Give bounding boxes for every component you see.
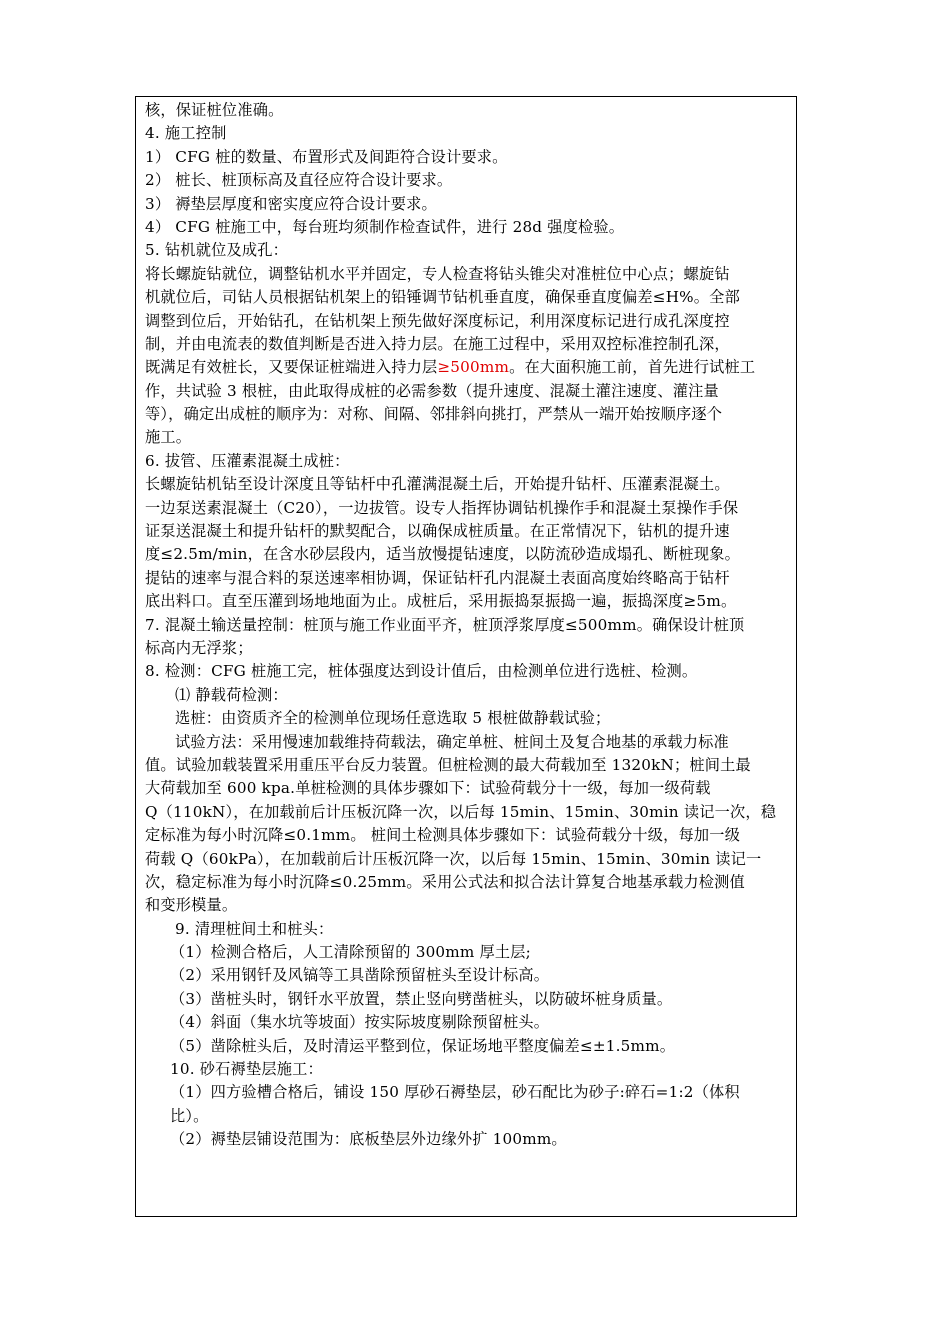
text-line: 度≤2.5m/min，在含水砂层段内，适当放慢提钻速度，以防流砂造成塌孔、断桩现象。: [145, 545, 741, 564]
text-line: 一边泵送素混凝土（C20），一边拔管。设专人指挥协调钻机操作手和混凝土泵操作手保: [145, 498, 739, 517]
section-heading: 5. 钻机就位及成孔：: [145, 241, 289, 260]
list-item: （1）四方验槽合格后，铺设 150 厚砂石褥垫层，砂石配比为砂子:碎石=1:2（体积: [170, 1083, 740, 1102]
list-item: （4）斜面（集水坑等坡面）按实际坡度剔除预留桩头。: [170, 1013, 550, 1032]
subsection-heading: ⑴ 静载荷检测：: [175, 685, 288, 704]
list-item: （2）采用钢钎及风镐等工具凿除预留桩头至设计标高。: [170, 966, 550, 985]
list-item: （1）检测合格后，人工清除预留的 300mm 厚土层;: [170, 943, 532, 962]
text-line: 标高内无浮浆；: [145, 638, 253, 657]
text-line: Q（110kN），在加载前后计压板沉降一次，以后每 15min、15min、30min 读记一次，稳: [145, 802, 777, 821]
text-line: 试验方法：采用慢速加载维持荷载法，确定单桩、桩间土及复合地基的承载力标准: [175, 732, 729, 751]
section-heading: 9. 清理桩间土和桩头：: [175, 919, 334, 938]
section-heading: 4. 施工控制: [145, 124, 227, 143]
text-line: 和变形模量。: [145, 896, 238, 915]
text-line: 底出料口。直至压灌到场地地面为止。成桩后，采用振捣泵振捣一遍，振捣深度≥5m。: [145, 592, 737, 611]
section-heading: 10. 砂石褥垫层施工：: [170, 1060, 323, 1079]
section-heading: 7. 混凝土输送量控制：桩顶与施工作业面平齐，桩顶浮浆厚度≤500mm。确保设计桩顶: [145, 615, 745, 634]
text-line: [145, 356, 795, 379]
list-item: （3）凿桩头时，钢钎水平放置，禁止竖向劈凿桩头，以防破坏桩身质量。: [170, 989, 673, 1008]
text-line: 施工。: [145, 428, 192, 447]
document-body: [145, 99, 795, 1152]
text-line: 提钻的速率与混合料的泵送速率相协调，保证钻杆孔内混凝土表面高度始终略高于钻杆: [145, 568, 730, 587]
list-item: 1） CFG 桩的数量、布置形式及间距符合设计要求。: [145, 147, 508, 166]
text-line: 选桩：由资质齐全的检测单位现场任意选取 5 根桩做静载试验；: [175, 709, 611, 728]
text-segment: 。在大面积施工前，首先进行试桩工: [509, 358, 756, 377]
text-segment: 既满足有效桩长，又要保证桩端进入持力层: [145, 358, 438, 377]
list-item: 4） CFG 桩施工中，每台班均须制作检查试件，进行 28d 强度检验。: [145, 217, 625, 236]
text-line: 将长螺旋钻就位，调整钻机水平并固定，专人检查将钻头锥尖对准桩位中心点；螺旋钻: [145, 264, 730, 283]
list-item: 3） 褥垫层厚度和密实度应符合设计要求。: [145, 194, 437, 213]
text-line: 等），确定出成桩的顺序为：对称、间隔、邻排斜向挑打，严禁从一端开始按顺序逐个: [145, 405, 723, 424]
text-line: 机就位后，司钻人员根据钻机架上的铅锤调节钻机垂直度，确保垂直度偏差≤H%。全部: [145, 288, 740, 307]
text-line: 比）。: [170, 1106, 209, 1125]
text-line: 核，保证桩位准确。: [145, 101, 284, 119]
list-item: （5）凿除桩头后，及时清运平整到位，保证场地平整度偏差≤±1.5mm。: [170, 1036, 676, 1055]
text-line: 值。试验加载装置采用重压平台反力装置。但桩检测的最大荷载加至 1320kN；桩间土最: [145, 755, 751, 774]
text-line: 定标准为每小时沉降≤0.1mm。 桩间土检测具体步骤如下：试验荷载分十级，每加一级: [145, 826, 741, 845]
text-line: 次，稳定标准为每小时沉降≤0.25mm。采用公式法和拟合法计算复合地基承载力检测值: [145, 872, 745, 891]
text-line: 大荷载加至 600 kpa.单桩检测的具体步骤如下：试验荷载分十一级，每加一级荷载: [145, 779, 711, 798]
text-line: 证泵送混凝土和提升钻杆的默契配合，以确保成桩质量。在正常情况下，钻机的提升速: [145, 522, 730, 541]
text-line: 荷载 Q（60kPa），在加载前后计压板沉降一次，以后每 15min、15min、30min 读记一: [145, 849, 762, 868]
text-line: 调整到位后，开始钻孔，在钻机架上预先做好深度标记，利用深度标记进行成孔深度控: [145, 311, 730, 330]
text-line: 制，并由电流表的数值判断是否进入持力层。在施工过程中，采用双控标准控制孔深，: [145, 334, 730, 353]
text-line: 长螺旋钻机钻至设计深度且等钻杆中孔灌满混凝土后，开始提升钻杆、压灌素混凝土。: [145, 475, 730, 494]
highlighted-value: ≥500mm: [437, 358, 510, 377]
text-line: 作，共试验 3 根桩，由此取得成桩的必需参数（提升速度、混凝土灌注速度、灌注量: [145, 381, 719, 400]
list-item: （2）褥垫层铺设范围为：底板垫层外边缘外扩 100mm。: [170, 1130, 567, 1149]
list-item: 2） 桩长、桩顶标高及直径应符合设计要求。: [145, 171, 453, 190]
section-heading: 8. 检测：CFG 桩施工完，桩体强度达到设计值后，由检测单位进行选桩、检测。: [145, 662, 698, 681]
section-heading: 6. 拔管、压灌素混凝土成桩：: [145, 451, 350, 470]
